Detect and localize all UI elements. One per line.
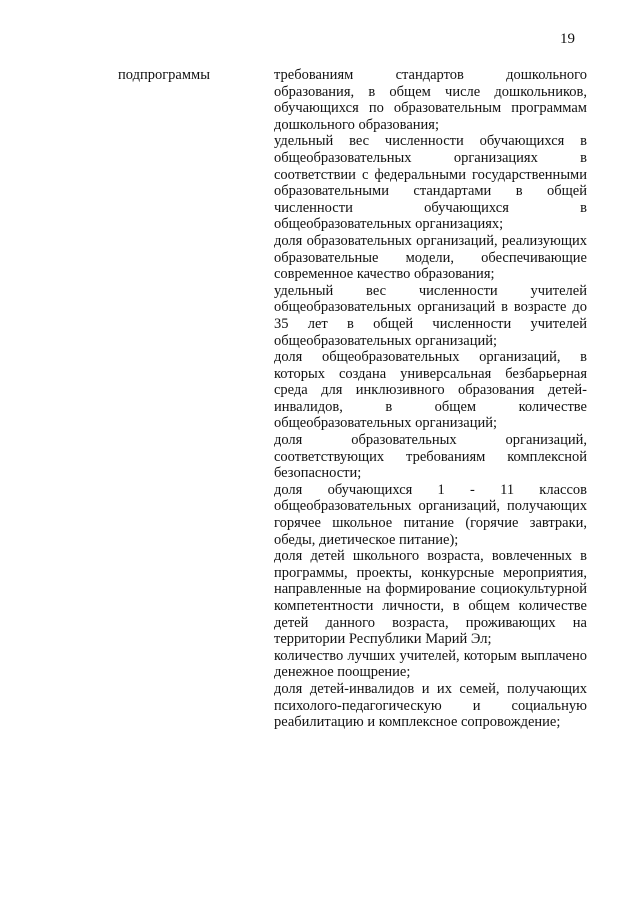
row-label: подпрограммы xyxy=(118,67,210,83)
indicator-item: доля образовательных организаций, соответствующих требованиям комплексной безопасности; xyxy=(274,432,587,482)
indicator-item: количество лучших учителей, которым выплачено денежное поощрение; xyxy=(274,647,587,681)
indicator-list xyxy=(274,67,587,731)
indicator-item: доля детей-инвалидов и их семей, получающих психолого-педагогическую и социальную реабилитацию и комплексное сопровождение; xyxy=(274,680,587,731)
indicator-item: доля обучающихся 1 - 11 классов общеобразовательных организаций, получающих горячее школьное питание (горячие завтраки, обеды, диетическое питание); xyxy=(274,481,587,548)
indicator-item: доля детей школьного возраста, вовлеченных в программы, проекты, конкурсные мероприятия, направленные на формирование социокультурной компетентности личности, в общем количестве детей данного возраста, проживающих на территории Республики Марий Эл; xyxy=(274,548,587,648)
indicator-item: доля образовательных организаций, реализующих образовательные модели, обеспечивающие современное качество образования; xyxy=(274,232,587,283)
indicator-item: удельный вес численности учителей общеобразовательных организаций в возрасте до 35 лет в общей численности учителей общеобразовательных организаций; xyxy=(274,282,587,349)
indicator-item: доля общеобразовательных организаций, в которых создана универсальная безбарьерная среда для инклюзивного образования детей-инвалидов, в общем количестве общеобразовательных организаций; xyxy=(274,349,587,432)
page-number: 19 xyxy=(560,31,575,47)
indicator-item: требованиям стандартов дошкольного образования, в общем числе дошкольников, обучающихся по образовательным программам дошкольного образования; xyxy=(274,67,587,133)
indicator-item: удельный вес численности обучающихся в общеобразовательных организациях в соответствии с федеральными государственными образовательными стандартами в общей численности обучающихся в общеобразовательных организациях; xyxy=(274,133,587,233)
